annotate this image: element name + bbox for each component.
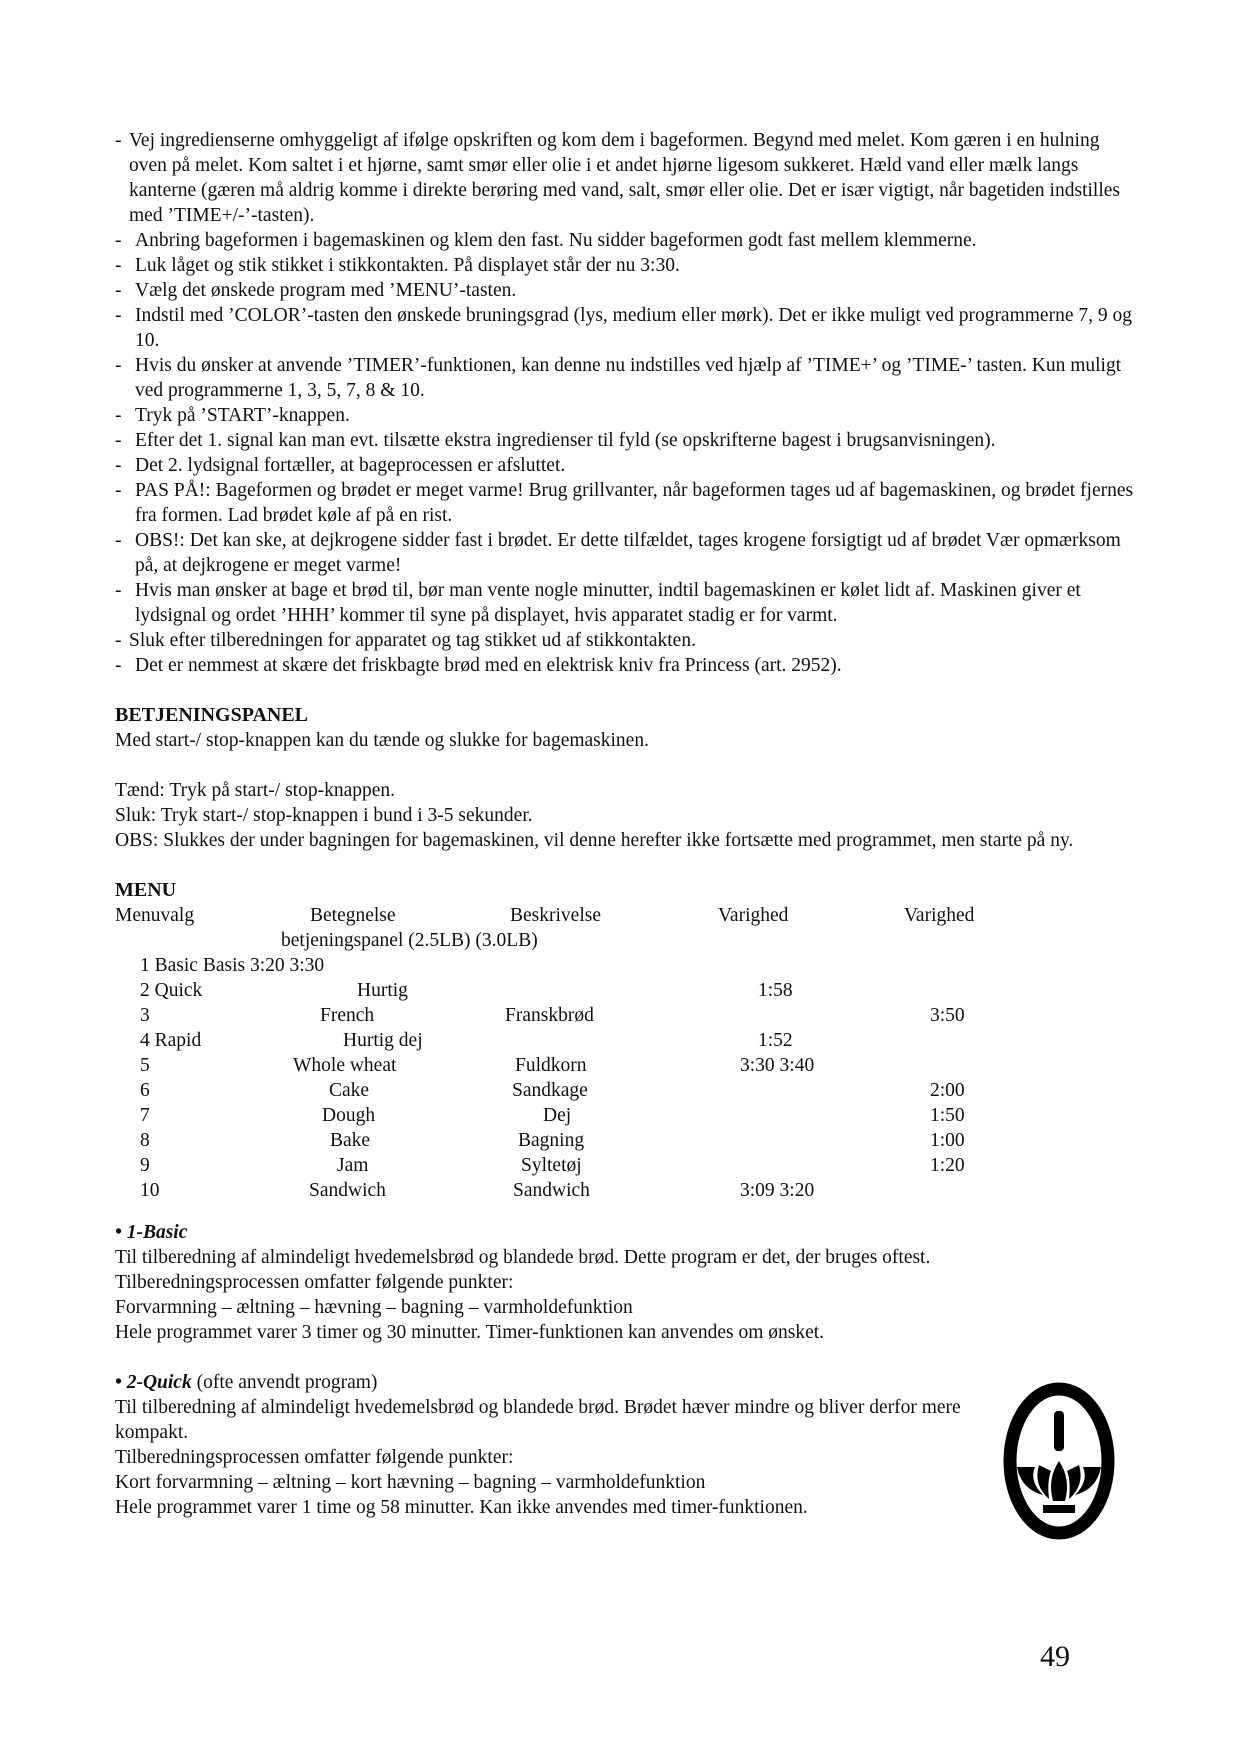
list-item-text: Vælg det ønskede program med ’MENU’-tasten. (135, 280, 517, 301)
list-item (115, 228, 1135, 253)
menu-heading: MENU (115, 879, 177, 901)
list-dash: - (115, 280, 122, 301)
list-item (115, 253, 1135, 278)
page-content (115, 128, 1135, 1520)
list-item-text: Vej ingredienserne omhyggeligt af ifølge opskriften og kom dem i bageformen. Begynd med melet. Kom gæren i en hulning oven på melet. Kom saltet i et hjørne, samt smør eller olie i et andet hjørne ligesom sukkeret. Hæld vand eller mælk langs kanterne (gæren må aldrig komme i direkte berøring med vand, salt, smør eller olie. Det er især vigtigt, når bagetiden indstilles med ’TIME+/-’-tasten). (129, 130, 1120, 226)
menu-header-betegnelse: Betegnelse (310, 905, 396, 926)
quick-text: Kort forvarmning – æltning – kort hævning – bagning – varmholdefunktion (115, 1472, 706, 1493)
menu-header-varighed-1: Varighed (718, 905, 789, 926)
basic-text: Til tilberedning af almindeligt hvedemelsbrød og blandede brød. Dette program er det, der bruges oftest. (115, 1247, 931, 1268)
list-item-text: Luk låget og stik stikket i stikkontakten. På displayet står der nu 3:30. (135, 255, 680, 276)
quick-text: Hele programmet varer 1 time og 58 minutter. Kan ikke anvendes med timer-funktionen. (115, 1497, 808, 1518)
basic-bullet: • (115, 1222, 122, 1243)
menu-row-num: 5 (140, 1055, 150, 1076)
menu-row-num: 2 Quick (140, 980, 203, 1001)
menu-row-desc: Dej (543, 1105, 572, 1126)
basic-text: Hele programmet varer 3 timer og 30 minutter. Timer-funktionen kan anvendes om ønsket. (115, 1322, 825, 1343)
list-item-text: Indstil med ’COLOR’-tasten den ønskede bruningsgrad (lys, medium eller mørk). Det er ikke muligt ved programmerne 7, 9 og 10. (135, 305, 1132, 351)
basic-title-line (115, 1220, 1135, 1245)
menu-row-name: Cake (329, 1080, 370, 1101)
menu-row-name: Jam (337, 1155, 369, 1176)
menu-row-duration-1: 1:58 (758, 980, 793, 1001)
menu-row-name: Whole wheat (293, 1055, 397, 1076)
menu-row-duration-2: 3:50 (930, 1005, 965, 1026)
basic-title: 1-Basic (126, 1222, 188, 1243)
danish-language-emblem-icon (1003, 1381, 1115, 1541)
list-dash: - (115, 255, 122, 276)
list-item (115, 453, 1135, 478)
list-item (115, 428, 1135, 453)
list-dash: - (115, 305, 122, 326)
menu-row-duration-2: 1:00 (930, 1130, 965, 1151)
panel-on-text: Tænd: Tryk på start-/ stop-knappen. (115, 780, 396, 801)
quick-bullet: • (115, 1372, 122, 1393)
quick-title-line (115, 1370, 1135, 1395)
menu-row-desc: Fuldkorn (515, 1055, 587, 1076)
menu-row-desc: Syltetøj (521, 1155, 582, 1176)
menu-row-desc: Sandkage (512, 1080, 588, 1101)
list-dash: - (115, 455, 122, 476)
list-dash: - (115, 530, 122, 551)
list-item (115, 478, 1135, 528)
menu-row-num: 4 Rapid (140, 1030, 202, 1051)
menu-header-varighed-2: Varighed (904, 905, 975, 926)
list-item-text: PAS PÅ!: Bageformen og brødet er meget varme! Brug grillvanter, når bageformen tages ud af bagemaskinen, og brødet fjernes fra formen. Lad brødet køle af på en rist. (135, 480, 1134, 526)
menu-row-num: 9 (140, 1155, 150, 1176)
panel-note: OBS: Slukkes der under bagningen for bagemaskinen, vil denne herefter ikke fortsætte med programmet, men starte på ny. (115, 830, 1074, 851)
menu-row-name: Hurtig (357, 980, 408, 1001)
list-dash: - (115, 230, 122, 251)
list-item (115, 403, 1135, 428)
menu-row-duration-2: 2:00 (930, 1080, 965, 1101)
menu-row-name: Bake (330, 1130, 371, 1151)
menu-row-duration-2: 1:20 (930, 1155, 965, 1176)
list-item-text: Hvis man ønsker at bage et brød til, bør man vente nogle minutter, indtil bagemaskinen er kølet lidt af. Maskinen giver et lydsignal og ordet ’HHH’ kommer til syne på displayet, hvis apparatet stadig er for varmt. (135, 580, 1081, 626)
panel-off-text: Sluk: Tryk start-/ stop-knappen i bund i 3-5 sekunder. (115, 805, 533, 826)
list-item-text: Det 2. lydsignal fortæller, at bageprocessen er afsluttet. (135, 455, 566, 476)
menu-header-beskrivelse: Beskrivelse (510, 905, 601, 926)
list-item-text: Tryk på ’START’-knappen. (135, 405, 350, 426)
menu-row-duration-1: 3:30 3:40 (740, 1055, 815, 1076)
menu-row-name: Hurtig dej (343, 1030, 423, 1051)
quick-text: Tilberedningsprocessen omfatter følgende punkter: (115, 1447, 514, 1468)
list-item-text: Efter det 1. signal kan man evt. tilsætte ekstra ingredienser til fyld (se opskrifterne bagest i brugsanvisningen). (135, 430, 996, 451)
menu-row-duration-1: 3:09 3:20 (740, 1180, 815, 1201)
list-item-text: Sluk efter tilberedningen for apparatet og tag stikket ud af stikkontakten. (129, 630, 696, 651)
menu-row-num: 6 (140, 1080, 150, 1101)
list-dash: - (115, 430, 122, 451)
menu-row-1: 1 Basic Basis 3:20 3:30 (140, 955, 325, 976)
list-dash: - (115, 655, 122, 676)
menu-row-name: Dough (322, 1105, 376, 1126)
basic-text: Forvarmning – æltning – hævning – bagning – varmholdefunktion (115, 1297, 633, 1318)
menu-row-duration-2: 1:50 (930, 1105, 965, 1126)
quick-title-suffix: (ofte anvendt program) (191, 1372, 378, 1393)
list-dash: - (115, 480, 122, 501)
panel-intro: Med start-/ stop-knappen kan du tænde og slukke for bagemaskinen. (115, 730, 649, 751)
menu-row-duration-1: 1:52 (758, 1030, 793, 1051)
list-dash: - (115, 130, 122, 151)
menu-row-num: 8 (140, 1130, 150, 1151)
menu-subheader: betjeningspanel (2.5LB) (3.0LB) (281, 930, 538, 951)
menu-row-num: 10 (140, 1180, 160, 1201)
quick-text: Til tilberedning af almindeligt hvedemelsbrød og blandede brød. Brødet hæver mindre og bliver derfor mere kompakt. (115, 1397, 961, 1443)
list-item (115, 278, 1135, 303)
list-item (115, 353, 1135, 403)
menu-row-desc: Bagning (518, 1130, 585, 1151)
list-item (115, 628, 1135, 653)
list-dash: - (115, 355, 122, 376)
menu-table (115, 903, 1115, 1201)
menu-header-menuvalg: Menuvalg (115, 905, 195, 926)
list-dash: - (115, 580, 122, 601)
panel-heading: BETJENINGSPANEL (115, 704, 309, 726)
list-dash: - (115, 405, 122, 426)
instruction-list (115, 128, 1135, 678)
menu-row-name: French (320, 1005, 375, 1026)
list-item (115, 303, 1135, 353)
list-item (115, 578, 1135, 628)
list-item-text: Det er nemmest at skære det friskbagte brød med en elektrisk kniv fra Princess (art. 2952). (135, 655, 842, 676)
list-item-text: Hvis du ønsker at anvende ’TIMER’-funktionen, kan denne nu indstilles ved hjælp af ’TIME+’ og ’TIME-’ tasten. Kun muligt ved programmerne 1, 3, 5, 7, 8 & 10. (135, 355, 1122, 401)
menu-row-desc: Sandwich (513, 1180, 590, 1201)
list-item (115, 128, 1135, 228)
page-number: 49 (1040, 1640, 1070, 1673)
menu-row-num: 3 (140, 1005, 150, 1026)
list-item-text: Anbring bageformen i bagemaskinen og klem den fast. Nu sidder bageformen godt fast mellem klemmerne. (135, 230, 977, 251)
menu-row-num: 7 (140, 1105, 150, 1126)
menu-row-name: Sandwich (309, 1180, 386, 1201)
list-item-text: OBS!: Det kan ske, at dejkrogene sidder fast i brødet. Er dette tilfældet, tages krogene forsigtigt ud af brødet Vær opmærksom på, at dejkrogene er meget varme! (135, 530, 1121, 576)
list-item (115, 653, 1135, 678)
quick-title: 2-Quick (126, 1372, 192, 1393)
list-item (115, 528, 1135, 578)
list-dash: - (115, 630, 122, 651)
basic-text: Tilberedningsprocessen omfatter følgende punkter: (115, 1272, 514, 1293)
menu-row-desc: Franskbrød (505, 1005, 594, 1026)
